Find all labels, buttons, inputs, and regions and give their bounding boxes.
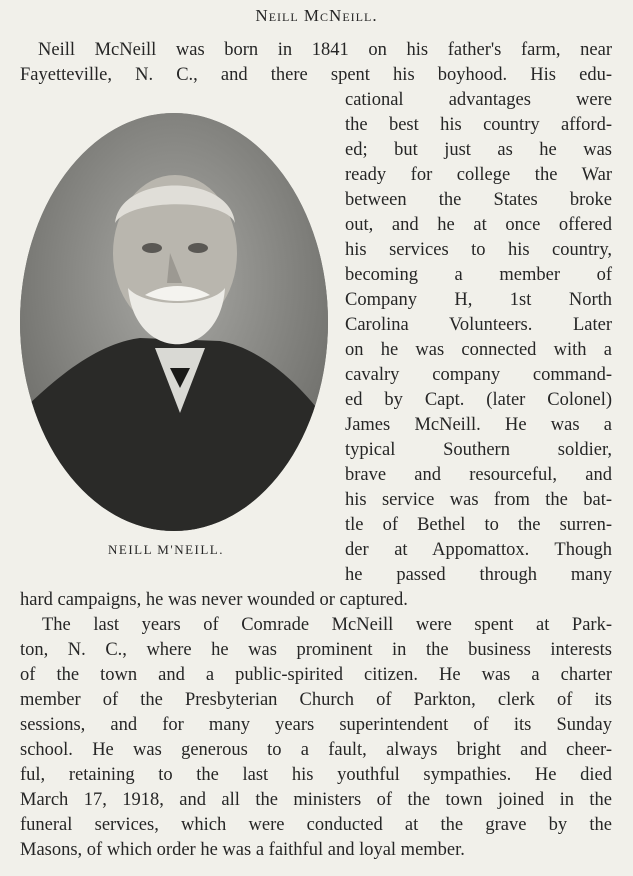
text-line: Fayetteville, N. C., and there spent his boyhood. His edu-: [20, 65, 612, 85]
text-line: school. He was generous to a fault, always bright and cheer-: [20, 740, 612, 760]
text-line: brave and resourceful, and: [345, 465, 612, 485]
text-line: ful, retaining to the last his youthful sympathies. He died: [20, 765, 612, 785]
text-line: March 17, 1918, and all the ministers of the town joined in the: [20, 790, 612, 810]
text-line: der at Appomattox. Though: [345, 540, 612, 560]
text-line: Carolina Volunteers. Later: [345, 315, 612, 335]
text-line: his service was from the bat-: [345, 490, 612, 510]
portrait-illustration: [20, 113, 328, 531]
text-line: The last years of Comrade McNeill were spent at Park-: [42, 615, 612, 635]
page-title: Neill McNeill.: [255, 6, 378, 25]
text-line: he passed through many: [345, 565, 612, 585]
text-line: typical Southern soldier,: [345, 440, 612, 460]
text-line: between the States broke: [345, 190, 612, 210]
text-line: funeral services, which were conducted at the grave by the: [20, 815, 612, 835]
text-line: Neill McNeill was born in 1841 on his father's farm, near: [38, 40, 612, 60]
text-line: his services to his country,: [345, 240, 612, 260]
text-line: ed by Capt. (later Colonel): [345, 390, 612, 410]
text-line: tle of Bethel to the surren-: [345, 515, 612, 535]
text-line: on he was connected with a: [345, 340, 612, 360]
text-line: cavalry company command-: [345, 365, 612, 385]
portrait-photo: [20, 113, 328, 531]
text-line: becoming a member of: [345, 265, 612, 285]
text-line: Company H, 1st North: [345, 290, 612, 310]
text-line: out, and he at once offered: [345, 215, 612, 235]
text-line: Masons, of which order he was a faithful and loyal member.: [20, 840, 465, 860]
text-line: sessions, and for many years superintendent of its Sunday: [20, 715, 612, 735]
text-line: ed; but just as he was: [345, 140, 612, 160]
text-line: the best his country afford-: [345, 115, 612, 135]
text-line: of the town and a public-spirited citizen. He was a charter: [20, 665, 612, 685]
text-line: James McNeill. He was a: [345, 415, 612, 435]
portrait-caption: NEILL M'NEILL.: [108, 542, 224, 557]
text-line: hard campaigns, he was never wounded or captured.: [20, 590, 408, 610]
text-line: member of the Presbyterian Church of Parkton, clerk of its: [20, 690, 612, 710]
text-line: ready for college the War: [345, 165, 612, 185]
text-line: ton, N. C., where he was prominent in the business interests: [20, 640, 612, 660]
text-line: cational advantages were: [345, 90, 612, 110]
